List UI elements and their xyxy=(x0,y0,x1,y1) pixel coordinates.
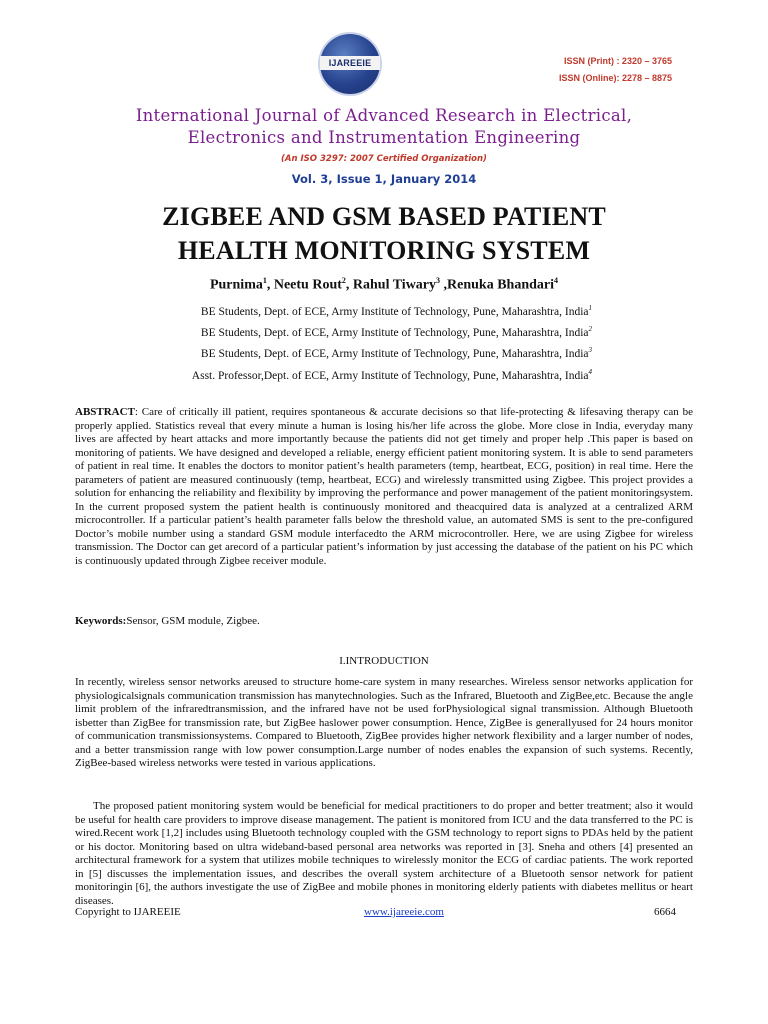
author-sup: 1 xyxy=(262,276,267,285)
volume-issue: Vol. 3, Issue 1, January 2014 xyxy=(291,172,477,186)
footer-copyright: Copyright to IJAREEIE xyxy=(75,906,181,918)
affiliation-4: Asst. Professor,Dept. of ECE, Army Institute of Technology, Pune, Maharashtra, India$^4$ xyxy=(191,368,592,382)
intro-paragraph-2: The proposed patient monitoring system would be beneficial for medical practitioners to do proper and better treatment; also it would be useful for health care providers to improve disease management. The patient is monitored from ICU and the data transferred to the PC is wired.Recent work [1,2] includes using Bluetooth technology coupled with the GSM technology to report signs to PDAs held by the patient or his doctor. Monitoring based on ultra wideband-based personal area networks was reported in [3]. Sneha and others [4] presented an architectural framework for a system that utilizes mobile techniques to wirelessly monitor the ECG of cardiac patients. The work reported in [5] discusses the implementation issues, and describes the overall system architecture of a Bluetooth sensor network for patient monitoringin [6], the authors investigate the use of ZigBee and mobile phones in monitoring elderly patients with diabetes mellitus or heart diseases. xyxy=(75,800,693,907)
issn-online: ISSN (Online): 2278 – 8875 xyxy=(558,73,672,83)
affiliation-3: BE Students, Dept. of ECE, Army Institute of Technology, Pune, Maharashtra, India$^3$ xyxy=(200,346,592,360)
certified-note: (An ISO 3297: 2007 Certified Organization) xyxy=(281,154,487,164)
affiliation-2: BE Students, Dept. of ECE, Army Institute of Technology, Pune, Maharashtra, India$^2$ xyxy=(200,325,592,339)
affiliation-1: BE Students, Dept. of ECE, Army Institute of Technology, Pune, Maharashtra, India$^1$ xyxy=(200,304,592,318)
paper-title-line2: HEALTH MONITORING SYSTEM xyxy=(177,236,591,265)
journal-name-line2: Electronics and Instrumentation Engineering xyxy=(187,128,581,147)
keywords xyxy=(75,615,693,629)
author-name: Renuka Bhandari xyxy=(447,277,555,293)
abstract-label: ABSTRACT xyxy=(75,406,135,418)
footer-website[interactable] xyxy=(364,906,444,918)
abstract xyxy=(75,406,693,568)
section-heading-introduction: I.INTRODUCTION xyxy=(339,655,429,667)
paper-title-line1: ZIGBEE AND GSM BASED PATIENT xyxy=(162,202,606,231)
author-sup: 3 xyxy=(436,276,441,285)
author-sup: 4 xyxy=(554,276,559,285)
author-name: Rahul Tiwary xyxy=(352,277,437,293)
journal-logo xyxy=(320,34,380,94)
author-list: Purnima$^1$, Neetu Rout$^2$, Rahul Tiwary$^3$ ,Renuka Bhandari$^4$ xyxy=(209,276,559,293)
abstract-text: : Care of critically ill patient, requires spontaneous & accurate decisions so that life-protecting & lifesaving therapy can be properly applied. Statistics reveal that every minute a human is losing his/her life across the globe. More close in India, everyday many lives are affected by heart attacks and more importantly because the patients did not get timely and proper help .This paper is based on monitoring of patients. We have designed and developed a reliable, energy efficient patient monitoring system. It is able to send parameters of patient in real time. It enables the doctors to monitor patient’s health parameters (temp, heartbeat, ECG, position) in real time. Here the parameters of patient are measured continuously (temp, heartbeat, ECG) and wirelessly transmitted using Zigbee. This project provides a solution for enhancing the reliability and flexibility by improving the performance and power management of the patient monitoringsystem. In the current proposed system the patient health is continuously monitored and theacquired data is analyzed at a centralized ARM microcontroller. If a particular patient’s health parameter falls below the threshold value, an automated SMS is sent to the pre-configured Doctor’s mobile number using a standard GSM module interfacedto the ARM microcontroller. Here, we are using Zigbee for wireless transmission. The Doctor can get arecord of a particular patient’s information by just accessing the database of the patient on his PC which is continuously updated through Zigbee receiver module. xyxy=(75,406,693,567)
logo-text: IJAREEIE xyxy=(328,58,372,68)
journal-name-line1: International Journal of Advanced Research in Electrical, xyxy=(135,106,633,125)
author-sup: 2 xyxy=(341,276,346,285)
author-name: Purnima xyxy=(209,277,263,293)
keywords-text: Sensor, GSM module, Zigbee. xyxy=(126,615,260,627)
footer-page-number: 6664 xyxy=(654,906,676,918)
issn-print: ISSN (Print) : 2320 – 3765 xyxy=(563,56,672,66)
keywords-label: Keywords: xyxy=(75,615,127,627)
website-link[interactable]: www.ijareeie.com xyxy=(364,906,444,918)
intro-paragraph-1: In recently, wireless sensor networks areused to structure home-care system in many researches. Wireless sensor networks application for physiologicalsignals communication transmission has manytechnologies. Such as the Infrared, Bluetooth and ZigBee,etc. Because the angle limit problem of the infraredtransmission, and the infrared have not be used forPhysiological signal transmission. Although Bluetooth isbetter than ZigBee for transmission rate, but ZigBee haslower power consumption. Hence, ZigBee is generallyused for 24 hours monitor of communication transmissionsystems. Compared to Bluetooth, ZigBee provides higher network flexibility and a larger number of nodes, and a better transmission range with low power consumption.Large number of nodes enables the expansion of such systems. Recently, ZigBee-based wireless networks were tested in various applications. xyxy=(75,676,693,769)
author-name: Neetu Rout xyxy=(273,277,342,293)
